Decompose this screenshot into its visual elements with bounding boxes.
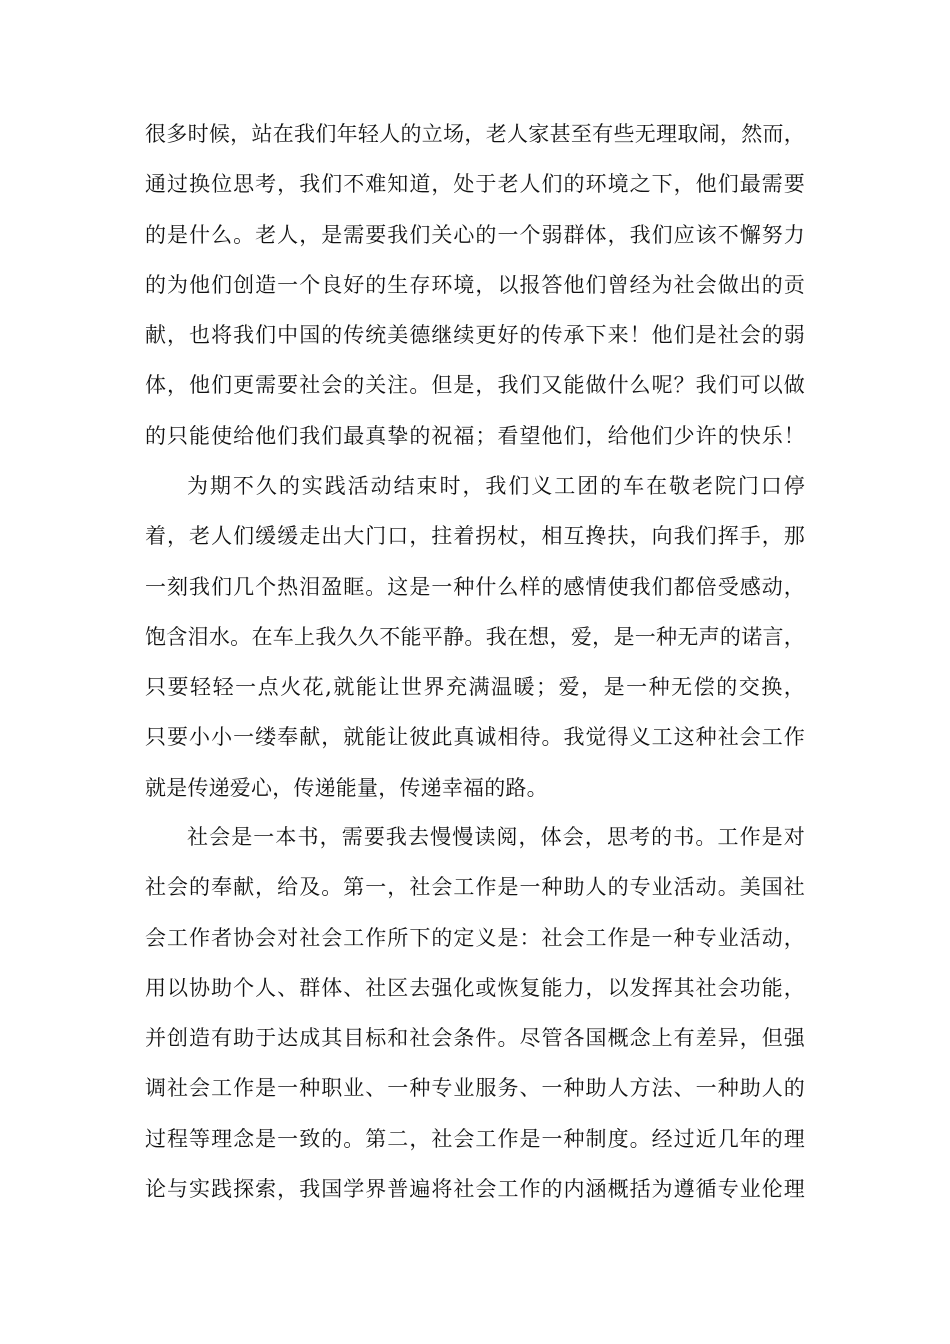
paragraph-line: 一刻我们几个热泪盈眶。这是一种什么样的感情使我们都倍受感动， (145, 574, 805, 599)
paragraph-line: 饱含泪水。在车上我久久不能平静。我在想，爱，是一种无声的诺言， (145, 624, 805, 649)
paragraph-line: 只要小小一缕奉献，就能让彼此真诚相待。我觉得义工这种社会工作 (145, 725, 805, 750)
paragraph-line: 只要轻轻一点火花,就能让世界充满温暖；爱，是一种无偿的交换， (145, 675, 805, 700)
paragraph-1 (145, 109, 805, 461)
paragraph-line: 很多时候，站在我们年轻人的立场，老人家甚至有些无理取闹，然而， (145, 122, 805, 146)
paragraph-line: 并创造有助于达成其目标和社会条件。尽管各国概念上有差异，但强 (145, 1026, 805, 1051)
paragraph-line: 的只能使给他们我们最真挚的祝福；看望他们，给他们少许的快乐！ (145, 423, 805, 448)
paragraph-line: 通过换位思考，我们不难知道，处于老人们的环境之下，他们最需要 (145, 172, 805, 197)
paragraph-line: 调社会工作是一种职业、一种专业服务、一种助人方法、一种助人的 (145, 1076, 805, 1101)
paragraph-line: 会工作者协会对社会工作所下的定义是：社会工作是一种专业活动， (145, 925, 805, 950)
paragraph-line: 的为他们创造一个良好的生存环境，以报答他们曾经为社会做出的贡 (145, 272, 805, 297)
paragraph-line: 用以协助个人、群体、社区去强化或恢复能力，以发挥其社会功能， (145, 975, 805, 1000)
paragraph-line: 着，老人们缓缓走出大门口，拄着拐杖，相互搀扶，向我们挥手，那 (145, 524, 805, 549)
paragraph-line: 社会的奉献，给及。第一，社会工作是一种助人的专业活动。美国社 (145, 875, 805, 900)
paragraph-line: 的是什么。老人，是需要我们关心的一个弱群体，我们应该不懈努力 (145, 222, 805, 247)
paragraph-line: 就是传递爱心，传递能量，传递幸福的路。 (145, 775, 548, 800)
paragraph-line: 献，也将我们中国的传统美德继续更好的传承下来！他们是社会的弱 (145, 323, 805, 348)
paragraph-line: 过程等理念是一致的。第二，社会工作是一种制度。经过近几年的理 (145, 1126, 805, 1151)
paragraph-line: 为期不久的实践活动结束时，我们义工团的车在敬老院门口停 (187, 474, 805, 498)
paragraph-line: 论与实践探索，我国学界普遍将社会工作的内涵概括为遵循专业伦理 (145, 1177, 805, 1202)
paragraph-line: 社会是一本书，需要我去慢慢读阅，体会，思考的书。工作是对 (187, 825, 805, 849)
paragraph-2 (145, 461, 805, 813)
paragraph-line: 体，他们更需要社会的关注。但是，我们又能做什么呢？我们可以做 (145, 373, 805, 398)
paragraph-3 (145, 812, 805, 1214)
